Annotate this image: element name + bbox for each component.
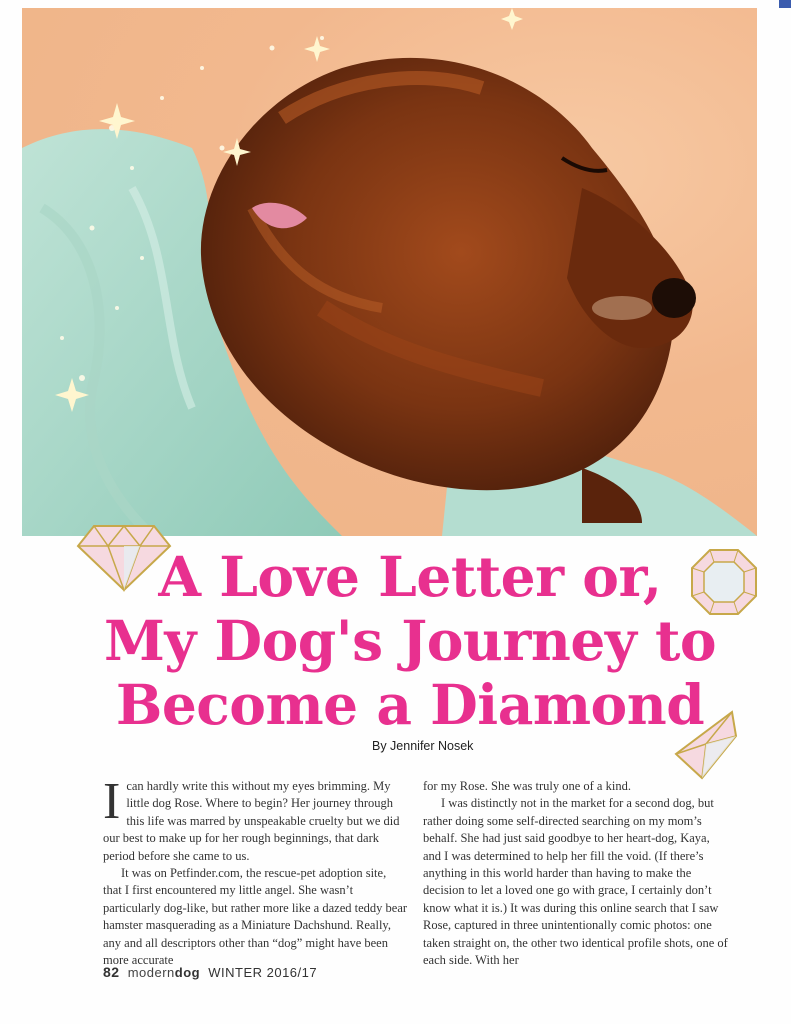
page-number: 82 (103, 964, 120, 980)
paragraph: I was distinctly not in the market for a second dog, but rather doing some self-directed searching on my mom’s behalf. She had just said goodbye to her heart-dog, Kaya, and I was determined to help her fill the void. (If there’s anything in this world harder than having to make the decision to let a loved one go with grace, I certainly don’t know what it is.) It was during this online search that I saw Rose, captured in three unintentionally comic photos: one taken straight on, the other two identical profile shots, one of each side. With her (423, 796, 728, 968)
paragraph: for my Rose. She was truly one of a kind. (423, 779, 631, 793)
byline: By Jennifer Nosek (372, 739, 474, 753)
headline-line-3: Become a Diamond (115, 672, 705, 737)
drop-cap: I (103, 773, 121, 830)
magazine-name-dog: dog (174, 965, 201, 980)
headline-line-1: A Love Letter or, (158, 544, 662, 609)
dog-nose (652, 278, 696, 318)
paragraph: It was on Petfinder.com, the rescue-pet adoption site, that I first encountered my little angel. She wasn’t particularly dog-like, but rather more like a dazed teddy bear hamster masquerading as a Miniature Dachshund. Really, any and all descriptors other than “dog” might have been more accurate (103, 866, 408, 968)
corner-mark (779, 0, 791, 8)
article-column-left (103, 773, 408, 969)
article-headline (80, 545, 740, 737)
hero-photo-dog (22, 8, 757, 536)
paragraph (103, 773, 408, 865)
headline-line-2: My Dog's Journey to (103, 608, 717, 673)
paragraph-text: can hardly write this without my eyes brimming. My little dog Rose. Where to begin? Her journey through this life was marred by unspeakable cruelty but we did our best to make up for her rough beginnings, that dark period before she came to us. (103, 779, 400, 863)
magazine-name-modern: modern (127, 965, 175, 980)
dog-illustration (22, 8, 757, 536)
article-column-right (423, 778, 728, 969)
page-footer (103, 964, 317, 980)
issue-label: WINTER 2016/17 (208, 965, 318, 980)
